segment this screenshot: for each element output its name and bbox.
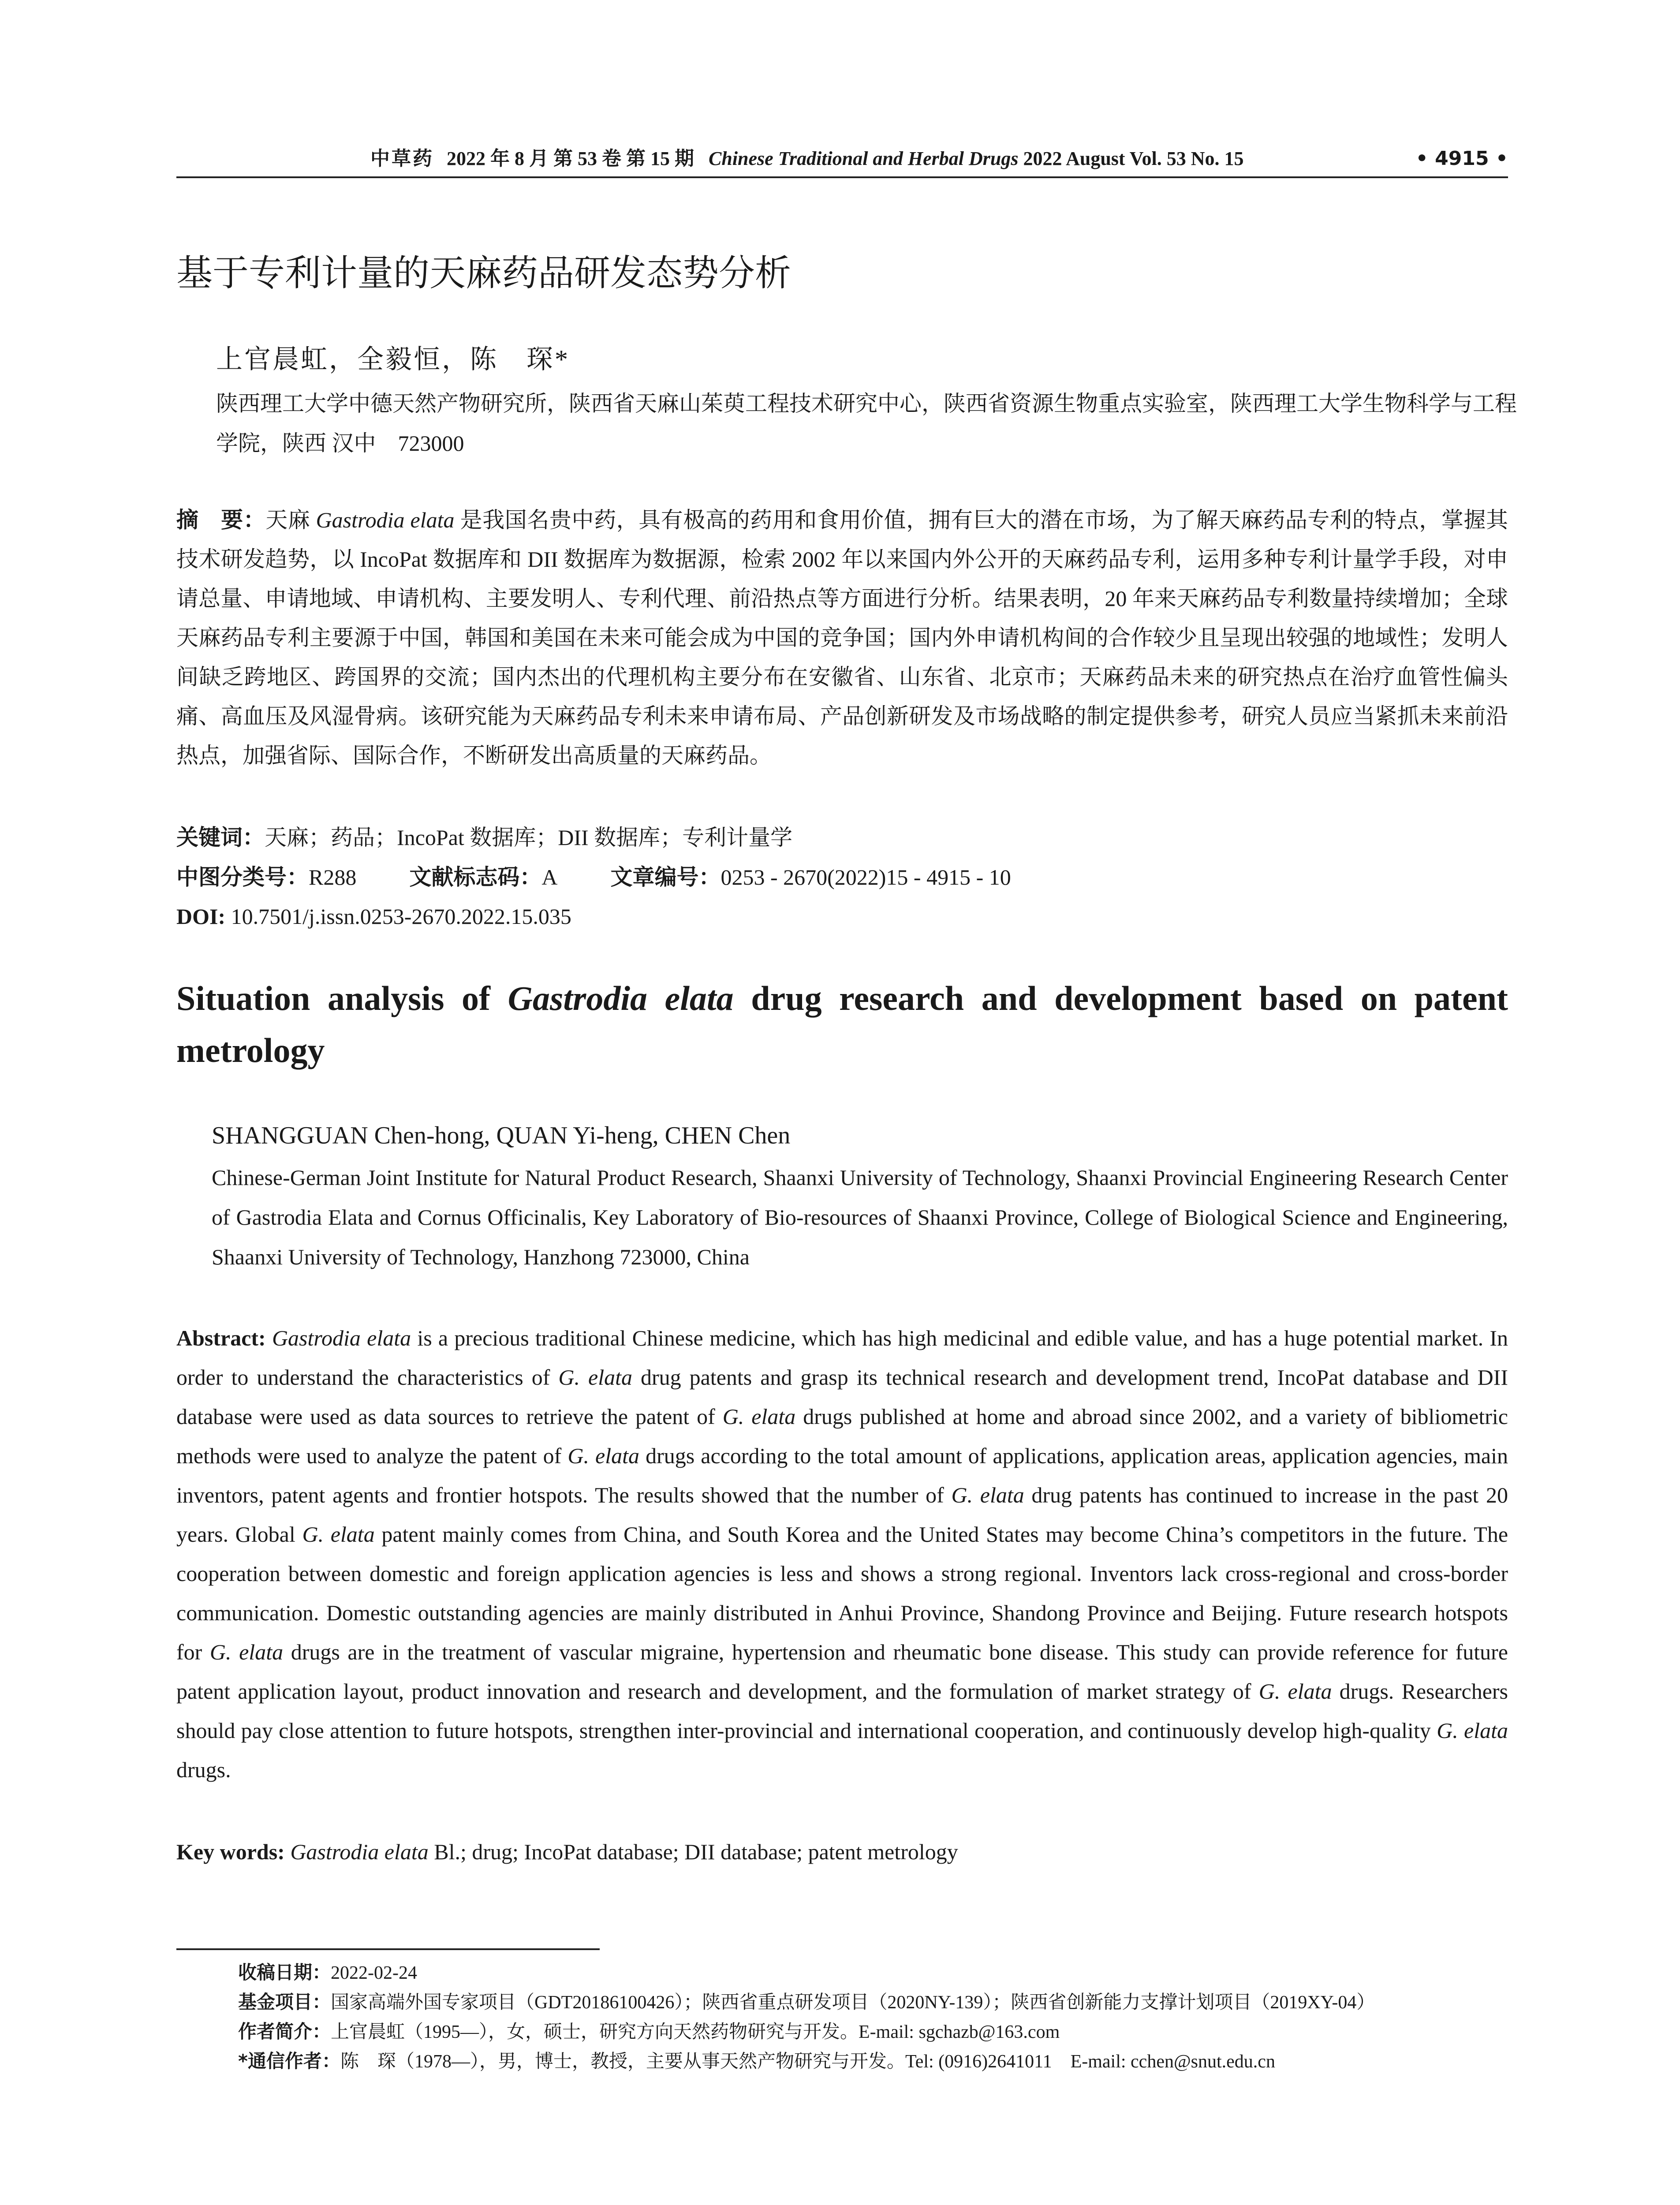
received-date: 2022-02-24 — [331, 1963, 417, 1983]
fund-label: 基金项目： — [238, 1991, 331, 2013]
footnote-received — [238, 1958, 1508, 1988]
article-number-value: 0253 - 2670(2022)15 - 4915 - 10 — [721, 865, 1011, 889]
issue-en: 2022 August Vol. 53 No. 15 — [1023, 148, 1244, 169]
abstract-en-text-8: drugs. Researchers should pay close attention to future hotspots, strengthen inter-provincial and international cooperation, and continuously develop high-quality — [176, 1679, 1508, 1743]
abstract-en-text-2: drug patents and grasp its technical research and development trend, IncoPat database and DII database were used as data sources to retrieve the patent of — [176, 1365, 1508, 1429]
abstract-en-text-5: drug patents has continued to increase in the past 20 years. Global — [176, 1483, 1508, 1547]
abstract-en-it-1: Gastrodia elata — [272, 1326, 411, 1350]
abstract-en-text-9: drugs. — [176, 1757, 231, 1782]
doi-line — [176, 897, 571, 936]
title-en-part-1: Situation analysis of — [176, 979, 508, 1017]
running-header — [176, 146, 1508, 172]
journal-name-en: Chinese Traditional and Herbal Drugs — [709, 148, 1019, 169]
footnote-corresponding — [238, 2047, 1508, 2076]
abstract-en-text-1: is a precious traditional Chinese medicine, which has high medicinal and edible value, and has a huge potential market. In order to understand the characteristics of — [176, 1326, 1508, 1390]
keywords-cn — [176, 818, 1508, 857]
affiliation-en: Chinese-German Joint Institute for Natural Product Research, Shaanxi University of Technology, Shaanxi Provincial Engineering Research Center of Gastrodia Elata and Cornus Officinalis, Key Laboratory of Bio-resources of Shaanxi Province, College of Biological Science and Engineering, Shaanxi University of Technology, Hanzhong 723000, China — [212, 1165, 1508, 1269]
article-number-label: 文章编号： — [610, 864, 721, 890]
page-number: • 4915 • — [1415, 147, 1508, 170]
clc-value: R288 — [309, 865, 357, 889]
abstract-en-it-5: G. elata — [951, 1483, 1024, 1507]
journal-issue-line — [370, 146, 1244, 172]
clc-label: 中图分类号： — [176, 864, 309, 890]
abstract-en-it-6: G. elata — [302, 1522, 375, 1547]
doc-code-value: A — [541, 865, 558, 889]
author-bio-label: 作者简介： — [238, 2021, 331, 2042]
keywords-cn-label: 关键词： — [176, 825, 265, 850]
keywords-en-latin-name: Gastrodia elata — [290, 1839, 429, 1864]
abstract-cn-latin-name: Gastrodia elata — [316, 508, 455, 532]
abstract-en-it-7: G. elata — [209, 1640, 284, 1664]
article-title-en — [176, 972, 1508, 1076]
abstract-en-text-7: drugs are in the treatment of vascular migraine, hypertension and rheumatic bone disease. This study can provide reference for future patent application layout, product innovation and research and development, and the formulation of market strategy of — [176, 1640, 1508, 1704]
doi-value: 10.7501/j.issn.0253-2670.2022.15.035 — [225, 904, 571, 929]
affiliation-cn: 陕西理工大学中德天然产物研究所，陕西省天麻山茱萸工程技术研究中心，陕西省资源生物重点实验室，陕西理工大学生物科学与工程学院，陕西 汉中 723000 — [216, 391, 1517, 456]
journal-name-cn: 中草药 — [370, 148, 434, 169]
abstract-en-it-4: G. elata — [567, 1443, 640, 1468]
keywords-en — [176, 1832, 1508, 1872]
classification-line — [176, 858, 1011, 897]
header-rule — [176, 176, 1508, 178]
article-title-cn: 基于专利计量的天麻药品研发态势分析 — [176, 252, 791, 294]
footnote-author — [238, 2017, 1508, 2047]
abstract-en — [176, 1319, 1508, 1790]
fund-text: 国家高端外国专家项目（GDT20186100426）；陕西省重点研发项目（2020NY-139）；陕西省创新能力支撑计划项目（2019XY-04） — [331, 1992, 1375, 2013]
abstract-en-it-3: G. elata — [722, 1404, 796, 1429]
issue-cn: 2022 年 8 月 第 53 卷 第 15 期 — [447, 148, 694, 169]
abstract-cn-label: 摘 要： — [176, 507, 266, 533]
abstract-en-text-6: patent mainly comes from China, and South Korea and the United States may become China’s competitors in the future. The cooperation between domestic and foreign application agencies is less and shows a strong regional. Inventors lack cross-regional and cross-border communication. Domestic outstanding agencies are mainly distributed in Anhui Province, Shandong Province and Beijing. Future research hotspots for — [176, 1522, 1508, 1664]
keywords-cn-text: 天麻；药品；IncoPat 数据库；DII 数据库；专利计量学 — [265, 825, 793, 850]
abstract-cn-text-2: 是我国名贵中药，具有极高的药用和食用价值，拥有巨大的潜在市场，为了解天麻药品专利的特点，掌握其技术研发趋势，以 IncoPat 数据库和 DII 数据库为数据源，检索 2002 年以来国内外公开的天麻药品专利，运用多种专利计量学手段，对申请总量、申请地域、申请机构、主要发明人、专利代理、前沿热点等方面进行分析。结果表明，20 年来天麻药品专利数量持续增加；全球天麻药品专利主要源于中国，韩国和美国在未来可能会成为中国的竞争国；国内外申请机构间的合作较少且呈现出较强的地域性；发明人间缺乏跨地区、跨国界的交流；国内杰出的代理机构主要分布在安徽省、山东省、北京市；天麻药品未来的研究热点在治疗血管性偏头痛、高血压及风湿骨病。该研究能为天麻药品专利未来申请布局、产品创新研发及市场战略的制定提供参考，研究人员应当紧抓未来前沿热点，加强省际、国际合作，不断研发出高质量的天麻药品。 — [176, 508, 1508, 768]
authors-en: SHANGGUAN Chen-hong, QUAN Yi-heng, CHEN Chen — [212, 1122, 791, 1149]
footnote-fund — [238, 1988, 1508, 2017]
footnote-rule — [176, 1948, 600, 1950]
abstract-en-text-3: drugs published at home and abroad since 2002, and a variety of bibliometric methods were used to analyze the patent of — [176, 1404, 1508, 1468]
abstract-cn — [176, 501, 1508, 775]
corresponding-text: 陈 琛（1978—），男，博士，教授，主要从事天然产物研究与开发。Tel: (0916)2641011 E-mail: cchen@snut.edu.cn — [340, 2052, 1275, 2072]
corresponding-label: *通信作者： — [238, 2050, 340, 2072]
abstract-en-text-4: drugs according to the total amount of applications, application areas, application agencies, main inventors, patent agents and frontier hotspots. The results showed that the number of — [176, 1443, 1508, 1507]
title-en-latin-name: Gastrodia elata — [508, 979, 734, 1017]
abstract-en-it-8: G. elata — [1258, 1679, 1332, 1704]
keywords-en-text: Bl.; drug; IncoPat database; DII database; patent metrology — [428, 1839, 958, 1864]
abstract-cn-text-1: 天麻 — [265, 508, 316, 532]
footnotes — [238, 1958, 1508, 2076]
doi-label: DOI: — [176, 904, 226, 929]
abstract-en-it-2: G. elata — [558, 1365, 632, 1390]
author-bio-text: 上官晨虹（1995—），女，硕士，研究方向天然药物研究与开发。E-mail: sgchazb@163.com — [331, 2022, 1060, 2042]
doc-code-label: 文献标志码： — [409, 864, 542, 890]
abstract-en-label: Abstract: — [176, 1326, 266, 1350]
abstract-en-it-9: G. elata — [1437, 1718, 1508, 1743]
keywords-en-label: Key words: — [176, 1839, 285, 1864]
authors-cn: 上官晨虹，全毅恒，陈 琛* — [216, 345, 570, 374]
received-label: 收稿日期： — [238, 1962, 331, 1983]
title-en-part-2: drug research and development based on patent metrology — [176, 979, 1508, 1069]
